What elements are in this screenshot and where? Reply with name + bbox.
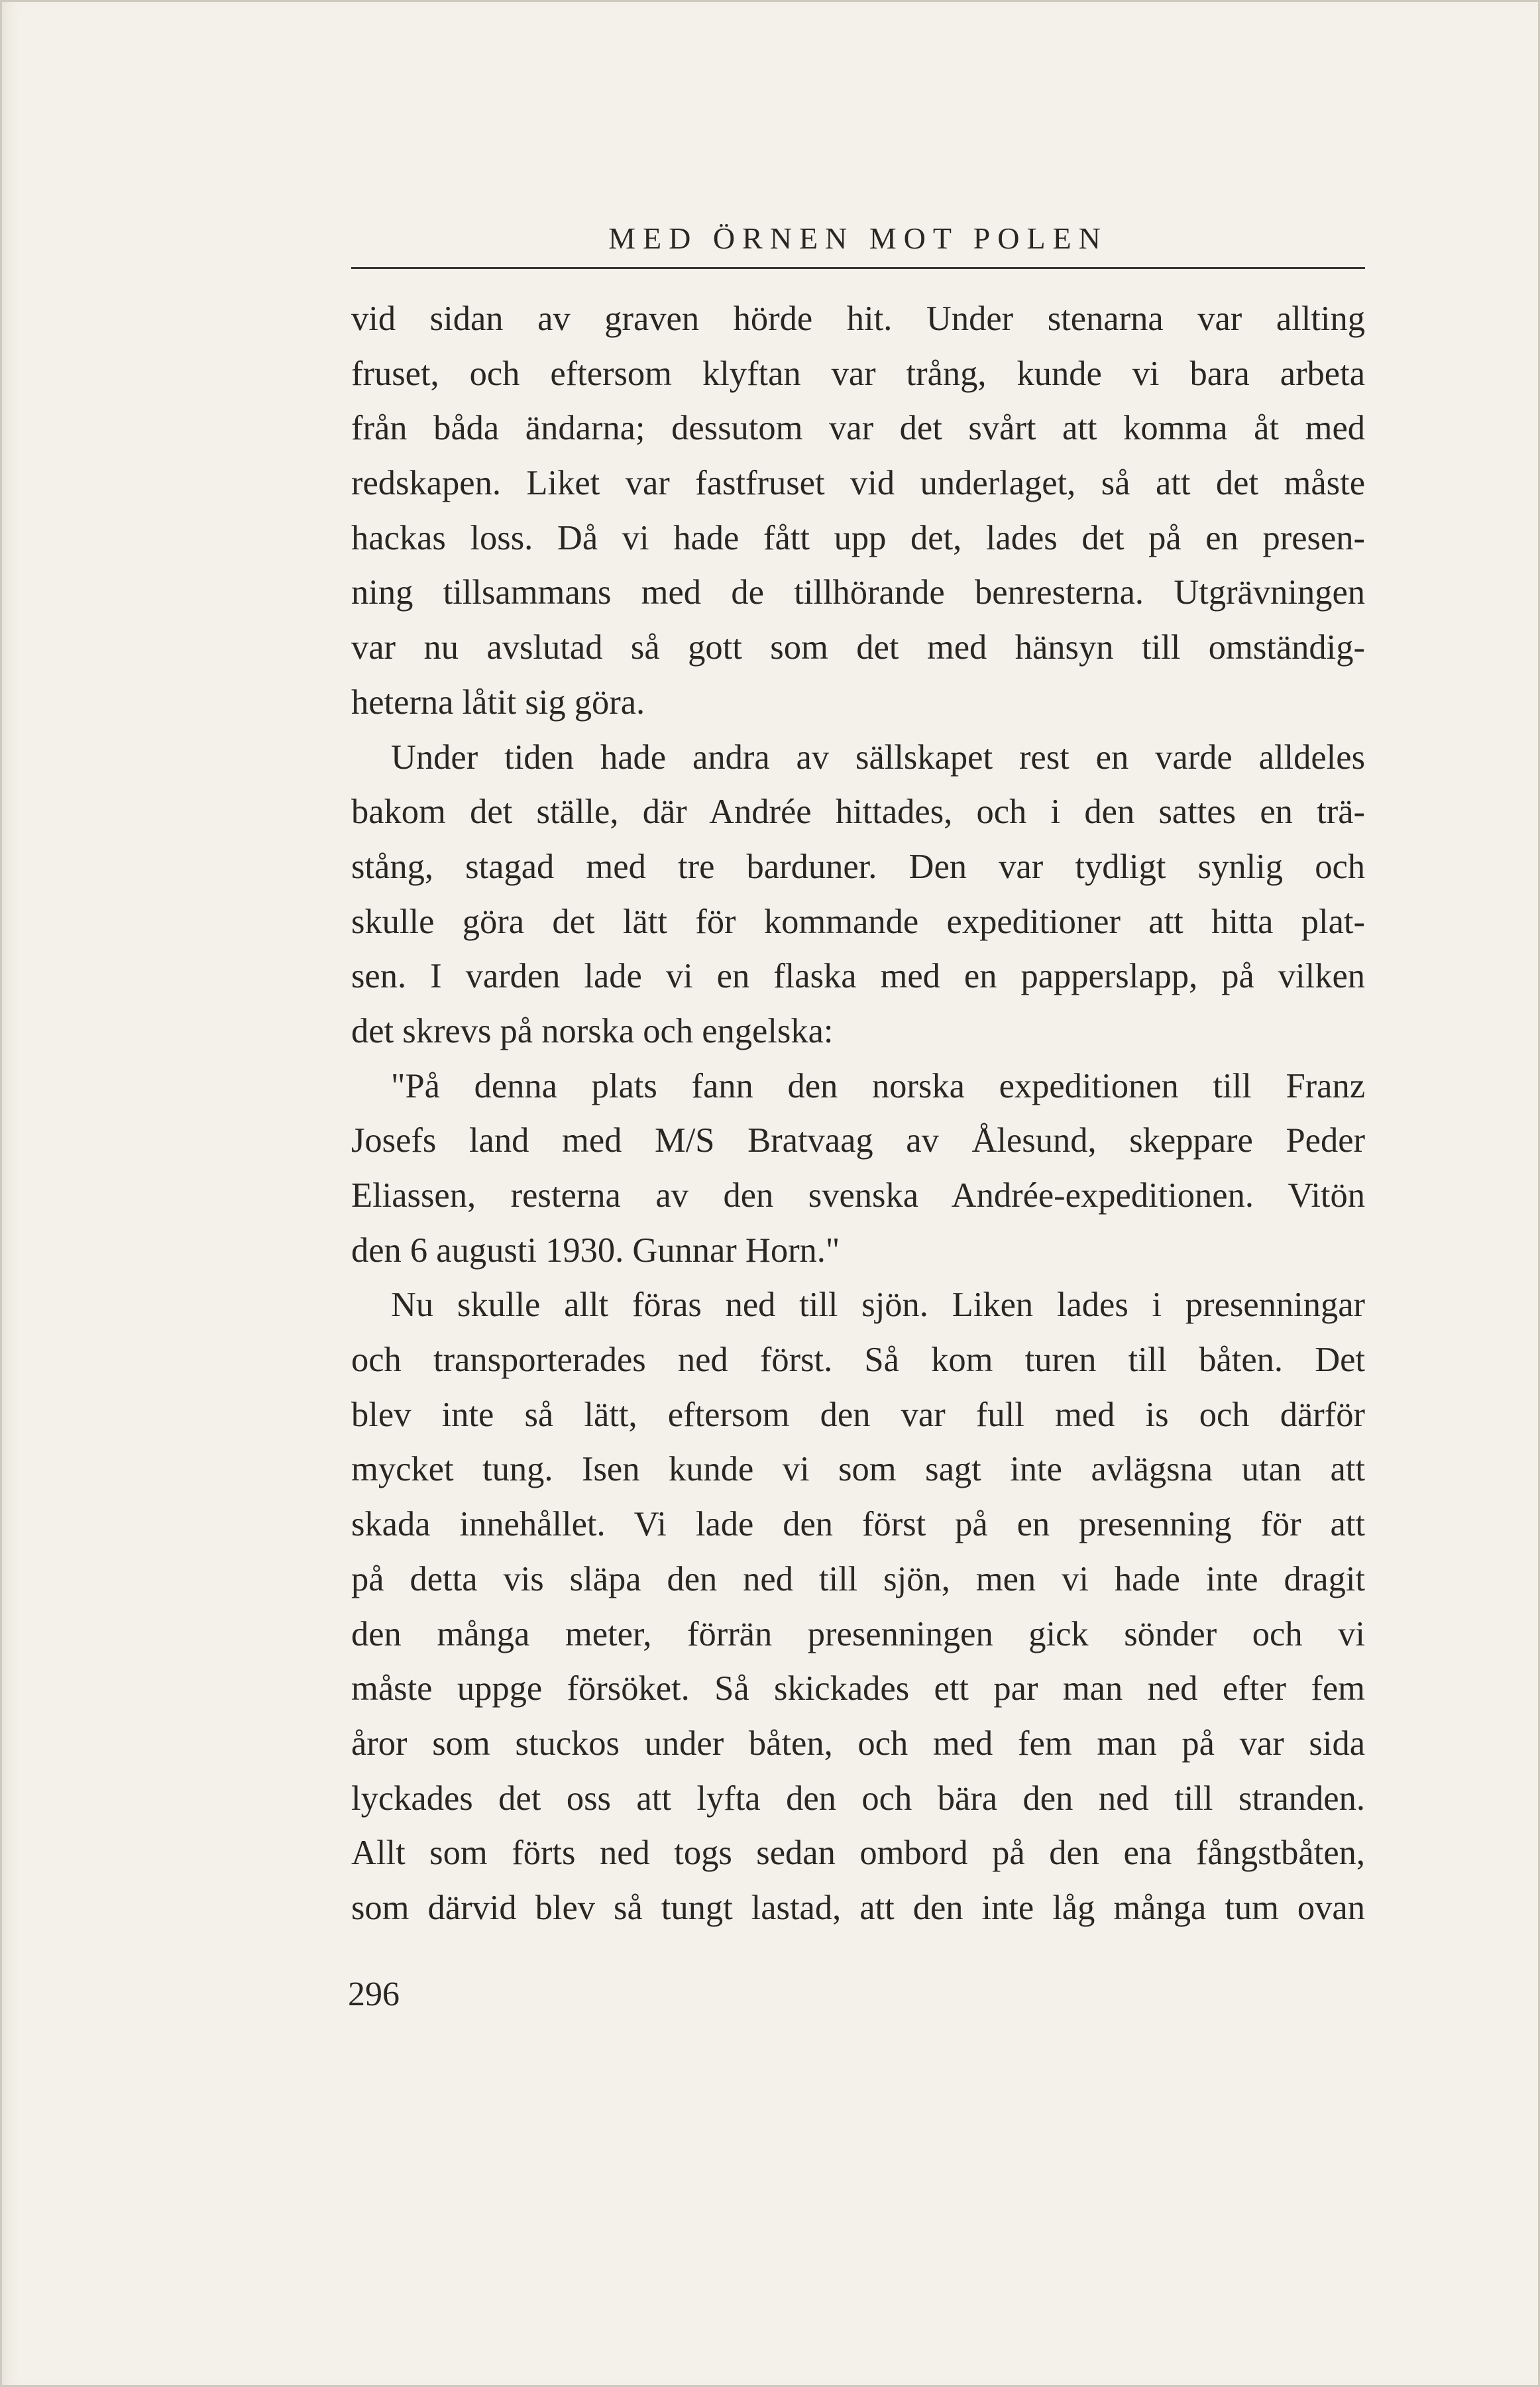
text-line: sen. I varden lade vi en flaska med en papperslapp, på vilken (351, 957, 1365, 996)
text-line: stång, stagad med tre barduner. Den var tydligt synlig och (351, 847, 1365, 886)
text-line: skada innehållet. Vi lade den först på en presenning för att (351, 1505, 1365, 1544)
text-line: som därvid blev så tungt lastad, att den inte låg många tum ovan (351, 1888, 1365, 1927)
running-head: MED ÖRNEN MOT POLEN (608, 221, 1108, 255)
body-text (351, 292, 1365, 1936)
text-line: Nu skulle allt föras ned till sjön. Liken lades i presenningar (391, 1286, 1365, 1325)
text-line: "På denna plats fann den norska expeditionen till Franz (391, 1066, 1365, 1105)
text-line: det skrevs på norska och engelska: (351, 1011, 834, 1050)
page-number: 296 (348, 1975, 400, 2013)
text-line: mycket tung. Isen kunde vi som sagt inte avlägsna utan att (351, 1450, 1365, 1489)
text-line: hackas loss. Då vi hade fått upp det, lades det på en presen- (351, 518, 1365, 557)
text-line: den många meter, förrän presenningen gick sönder och vi (351, 1614, 1365, 1653)
text-line: blev inte så lätt, eftersom den var full med is och därför (351, 1395, 1365, 1434)
text-line: fruset, och eftersom klyftan var trång, kunde vi bara arbeta (351, 354, 1365, 393)
text-line: och transporterades ned först. Så kom turen till båten. Det (351, 1341, 1365, 1380)
text-line: lyckades det oss att lyfta den och bära den ned till stranden. (351, 1779, 1365, 1818)
text-line: den 6 augusti 1930. Gunnar Horn." (351, 1231, 840, 1270)
text-line: var nu avslutad så gott som det med hänsyn till omständig- (351, 628, 1365, 667)
text-line: vid sidan av graven hörde hit. Under stenarna var allting (351, 300, 1365, 338)
text-line: ning tillsammans med de tillhörande benresterna. Utgrävningen (351, 573, 1365, 612)
header-rule (351, 267, 1365, 269)
text-line: måste uppge försöket. Så skickades ett par man ned efter fem (351, 1669, 1365, 1708)
text-line: från båda ändarna; dessutom var det svårt att komma åt med (351, 409, 1365, 448)
text-line: redskapen. Liket var fastfruset vid underlaget, så att det måste (351, 464, 1365, 503)
text-line: på detta vis släpa den ned till sjön, men vi hade inte dragit (351, 1559, 1365, 1598)
text-line: Eliassen, resterna av den svenska Andrée-expeditionen. Vitön (351, 1176, 1365, 1215)
text-line: bakom det ställe, där Andrée hittades, och i den sattes en trä- (351, 793, 1365, 832)
text-line: åror som stuckos under båten, och med fem man på var sida (351, 1724, 1365, 1763)
text-line: Under tiden hade andra av sällskapet rest en varde alldeles (391, 738, 1365, 777)
text-line: Josefs land med M/S Bratvaag av Ålesund, skeppare Peder (351, 1121, 1365, 1160)
text-line: heterna låtit sig göra. (351, 683, 645, 722)
text-line: Allt som förts ned togs sedan ombord på den ena fångstbåten, (351, 1834, 1365, 1873)
text-line: skulle göra det lätt för kommande expeditioner att hitta plat- (351, 902, 1365, 941)
